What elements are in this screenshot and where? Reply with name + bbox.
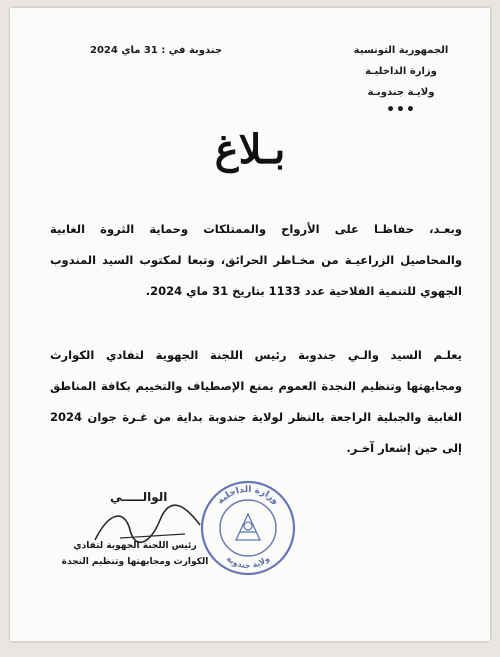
governorate-name: ولايـة جندوبـة (367, 87, 435, 98)
paragraph-line: الغابية والجبلية الراجعة بالنظر لولاية جندوبة بداية من غـرة جوان 2024 (50, 410, 462, 424)
paragraph-line: الجهوي للتنمية الفلاحية عدد 1133 بتاريخ 31 ماي 2024. (145, 284, 462, 298)
document-date: جندوبة في : 31 ماي 2024 (90, 45, 223, 56)
document-title: بـلاغ (214, 126, 286, 173)
document-page (10, 8, 490, 641)
governor-subtitle (60, 538, 210, 570)
paragraph-line: والمحاصيل الزراعيـة من مخـاطر الحرائق، وتبعا لمكتوب السيد المندوب (50, 253, 462, 267)
governor-title: الوالـــــي (110, 490, 168, 504)
letterhead (326, 40, 476, 117)
ministry-name: وزارة الداخليـة (365, 66, 437, 77)
paragraph-line: يعلـم السيد والـي جندوبة رئيس اللجنة الجهوية لتفادي الكوارث (50, 348, 462, 362)
subtitle-line: الكوارث ومجابهتها وتنظيم النجدة (61, 557, 209, 567)
paragraph-intro (50, 214, 462, 307)
paragraph-line: إلى حين إشعار آخـر. (346, 441, 462, 455)
official-stamp (198, 478, 298, 578)
paragraph-announcement (50, 340, 462, 464)
ornament-dots: ••• (386, 102, 416, 118)
paragraph-line: وبعـد، حفاظـا على الأرواح والممتلكات وحماية الثروة الغابية (50, 222, 462, 236)
subtitle-line: رئيس اللجنة الجهوية لتفادي (73, 541, 197, 551)
country-name: الجمهورية التونسية (353, 45, 449, 56)
stamp-bottom-text: ولاية جندوبة (224, 553, 272, 571)
stamp-top-text: وزارة الداخلية (215, 484, 281, 507)
paragraph-line: ومجابهتها وتنظيم النجدة العموم بمنع الإصطياف والتخييم بكافة المناطق (50, 379, 462, 393)
signature-block (40, 478, 300, 608)
